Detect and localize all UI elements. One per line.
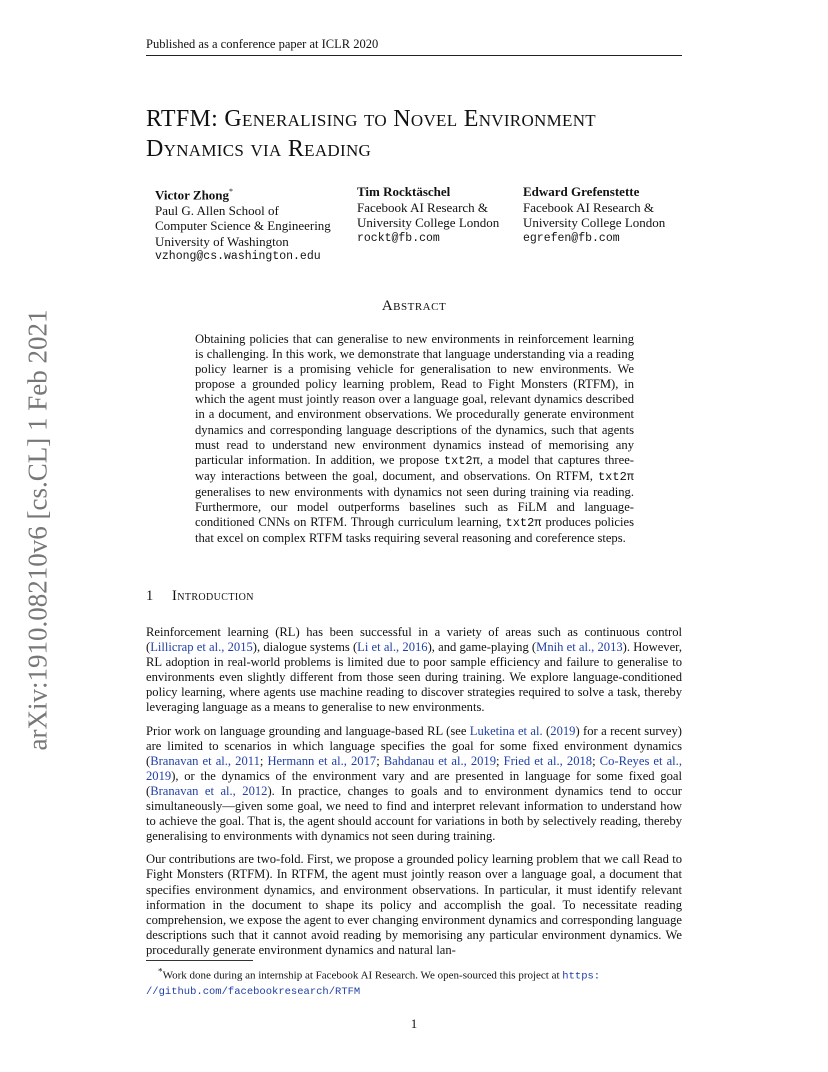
citation-link[interactable]: Branavan et al., 2011	[150, 753, 260, 768]
citation-link[interactable]: Fried et al., 2018	[503, 753, 593, 768]
author-name: Edward Grefenstette	[523, 184, 640, 199]
author-2	[357, 184, 499, 246]
author-name: Tim Rocktäschel	[357, 184, 451, 199]
author-affiliation: University College London	[523, 215, 666, 230]
paragraph-1: Reinforcement learning (RL) has been successful in a variety of areas such as continuous control (Lillicrap et al., 2015), dialogue systems (Li et al., 2016), and game-playing (Mnih et al., 2013). However, RL adoption in real-world problems is limited due to poor sample efficiency and failure to generalise to environments even slightly different from those seen during training. We explore language-conditioned policy learning, where agents use machine reading to discover strategies required to solve a task, thereby leveraging language as a means to generalise to new environments.	[146, 625, 683, 715]
section-title: Introduction	[172, 588, 254, 604]
citation-link[interactable]: Li et al., 2016	[357, 640, 428, 655]
author-email: egrefen@fb.com	[523, 231, 620, 245]
running-header: Published as a conference paper at ICLR 2020	[146, 36, 682, 56]
citation-link[interactable]: Branavan et al., 2012	[150, 783, 268, 798]
author-email: rockt@fb.com	[357, 231, 440, 245]
model-name: txt2π	[505, 516, 542, 531]
author-affiliation: University College London	[357, 215, 500, 230]
author-name: Victor Zhong	[155, 187, 230, 203]
model-name: txt2π	[597, 469, 634, 484]
citation-link[interactable]: Co-Reyes et al., 2019	[146, 753, 682, 783]
citation-link[interactable]: Bahdanau et al., 2019	[383, 753, 497, 768]
body-text	[146, 625, 682, 966]
paragraph-2: Prior work on language grounding and language-based RL (see Luketina et al. (2019) for a recent survey) are limited to scenarios in which language specifies the goal for some fixed environment dynamics (Branavan et al., 2011; Hermann et al., 2017; Bahdanau et al., 2019; Fried et al., 2018; Co-Reyes et al., 2019), or the dynamics of the environment vary and are presented in language for some fixed goal (Branavan et al., 2012). In practice, changes to goals and to environment dynamics tend to occur simultaneously—given some goal, we need to find and interpret relevant information to understand how to achieve the goal. That is, the agent should account for variations in both by selectively reading, thereby generalising to environments with dynamics not seen during training.	[146, 723, 683, 844]
citation-link[interactable]: Luketina et al.	[469, 723, 543, 738]
citation-link[interactable]: 2019	[550, 723, 576, 738]
arxiv-stamp: arXiv:1910.08210v6 [cs.CL] 1 Feb 2021	[22, 309, 53, 751]
author-affiliation: Computer Science & Engineering	[155, 218, 331, 234]
author-affiliation: University of Washington	[155, 233, 289, 249]
citation-link[interactable]: Mnih et al., 2013	[536, 640, 623, 655]
repo-link[interactable]: //github.com/facebookresearch/RTFM	[146, 985, 361, 998]
author-affiliation: Paul G. Allen School of	[155, 202, 279, 218]
author-1	[155, 184, 331, 265]
paper-title: RTFM: Generalising to Novel Environment Dynamics via Reading	[146, 106, 596, 162]
abstract-heading: Abstract	[381, 298, 447, 314]
abstract-text: Obtaining policies that can generalise to new environments in reinforcement learning is challenging. In this work, we demonstrate that language understanding via a reading policy learner is a promising vehicle for generalisation to new environments. We propose a grounded policy learning problem, Read to Fight Monsters (RTFM), in which the agent must jointly reason over a language goal, relevant dynamics described in a document, and environment observations. We procedurally generate environment dynamics and corresponding language descriptions of the dynamics, such that agents must read to understand new environment dynamics instead of memorising any particular information. In addition, we propose txt2π, a model that captures three-way interactions between the goal, document, and observations. On RTFM, txt2π generalises to new environments with dynamics not seen during training via reading. Furthermore, our model outperforms baselines such as FiLM and language-conditioned CNNs on RTFM. Through curriculum learning, txt2π produces policies that excel on complex RTFM tasks requiring several reasoning and coreference steps.	[195, 332, 634, 546]
paragraph-3: Our contributions are two-fold. First, we propose a grounded policy learning problem that we call Read to Fight Monsters (RTFM). In RTFM, the agent must jointly reason over a language goal, a document that specifies environment dynamics, and environment observations. In particular, it must identify relevant information in the document to shape its policy and accomplish the goal. To necessitate reading comprehension, we expose the agent to ever changing environment dynamics and corresponding language descriptions such that it cannot avoid reading by memorising any particular environment dynamics. We procedurally generate environment dynamics and natural lan-	[146, 852, 682, 957]
author-affiliation: Facebook AI Research &	[357, 199, 489, 215]
footnote-mark: *	[158, 966, 163, 976]
author-affiliation: Facebook AI Research &	[523, 199, 655, 215]
footnote: *Work done during an internship at Facebook AI Research. We open-sourced this project at https: //github.com/facebookresearch/RTFM	[146, 966, 601, 998]
page-number: 1	[410, 1016, 418, 1031]
author-3	[523, 184, 665, 246]
section-number: 1	[146, 588, 154, 604]
author-email: vzhong@cs.washington.edu	[155, 250, 321, 264]
section-heading	[146, 588, 682, 605]
footnote-mark: *	[229, 187, 234, 196]
model-name: txt2π	[443, 453, 480, 468]
footnote-divider	[146, 960, 253, 961]
citation-link[interactable]: Hermann et al., 2017	[267, 753, 377, 768]
repo-link[interactable]: https:	[562, 970, 601, 983]
citation-link[interactable]: Lillicrap et al., 2015	[150, 640, 253, 655]
